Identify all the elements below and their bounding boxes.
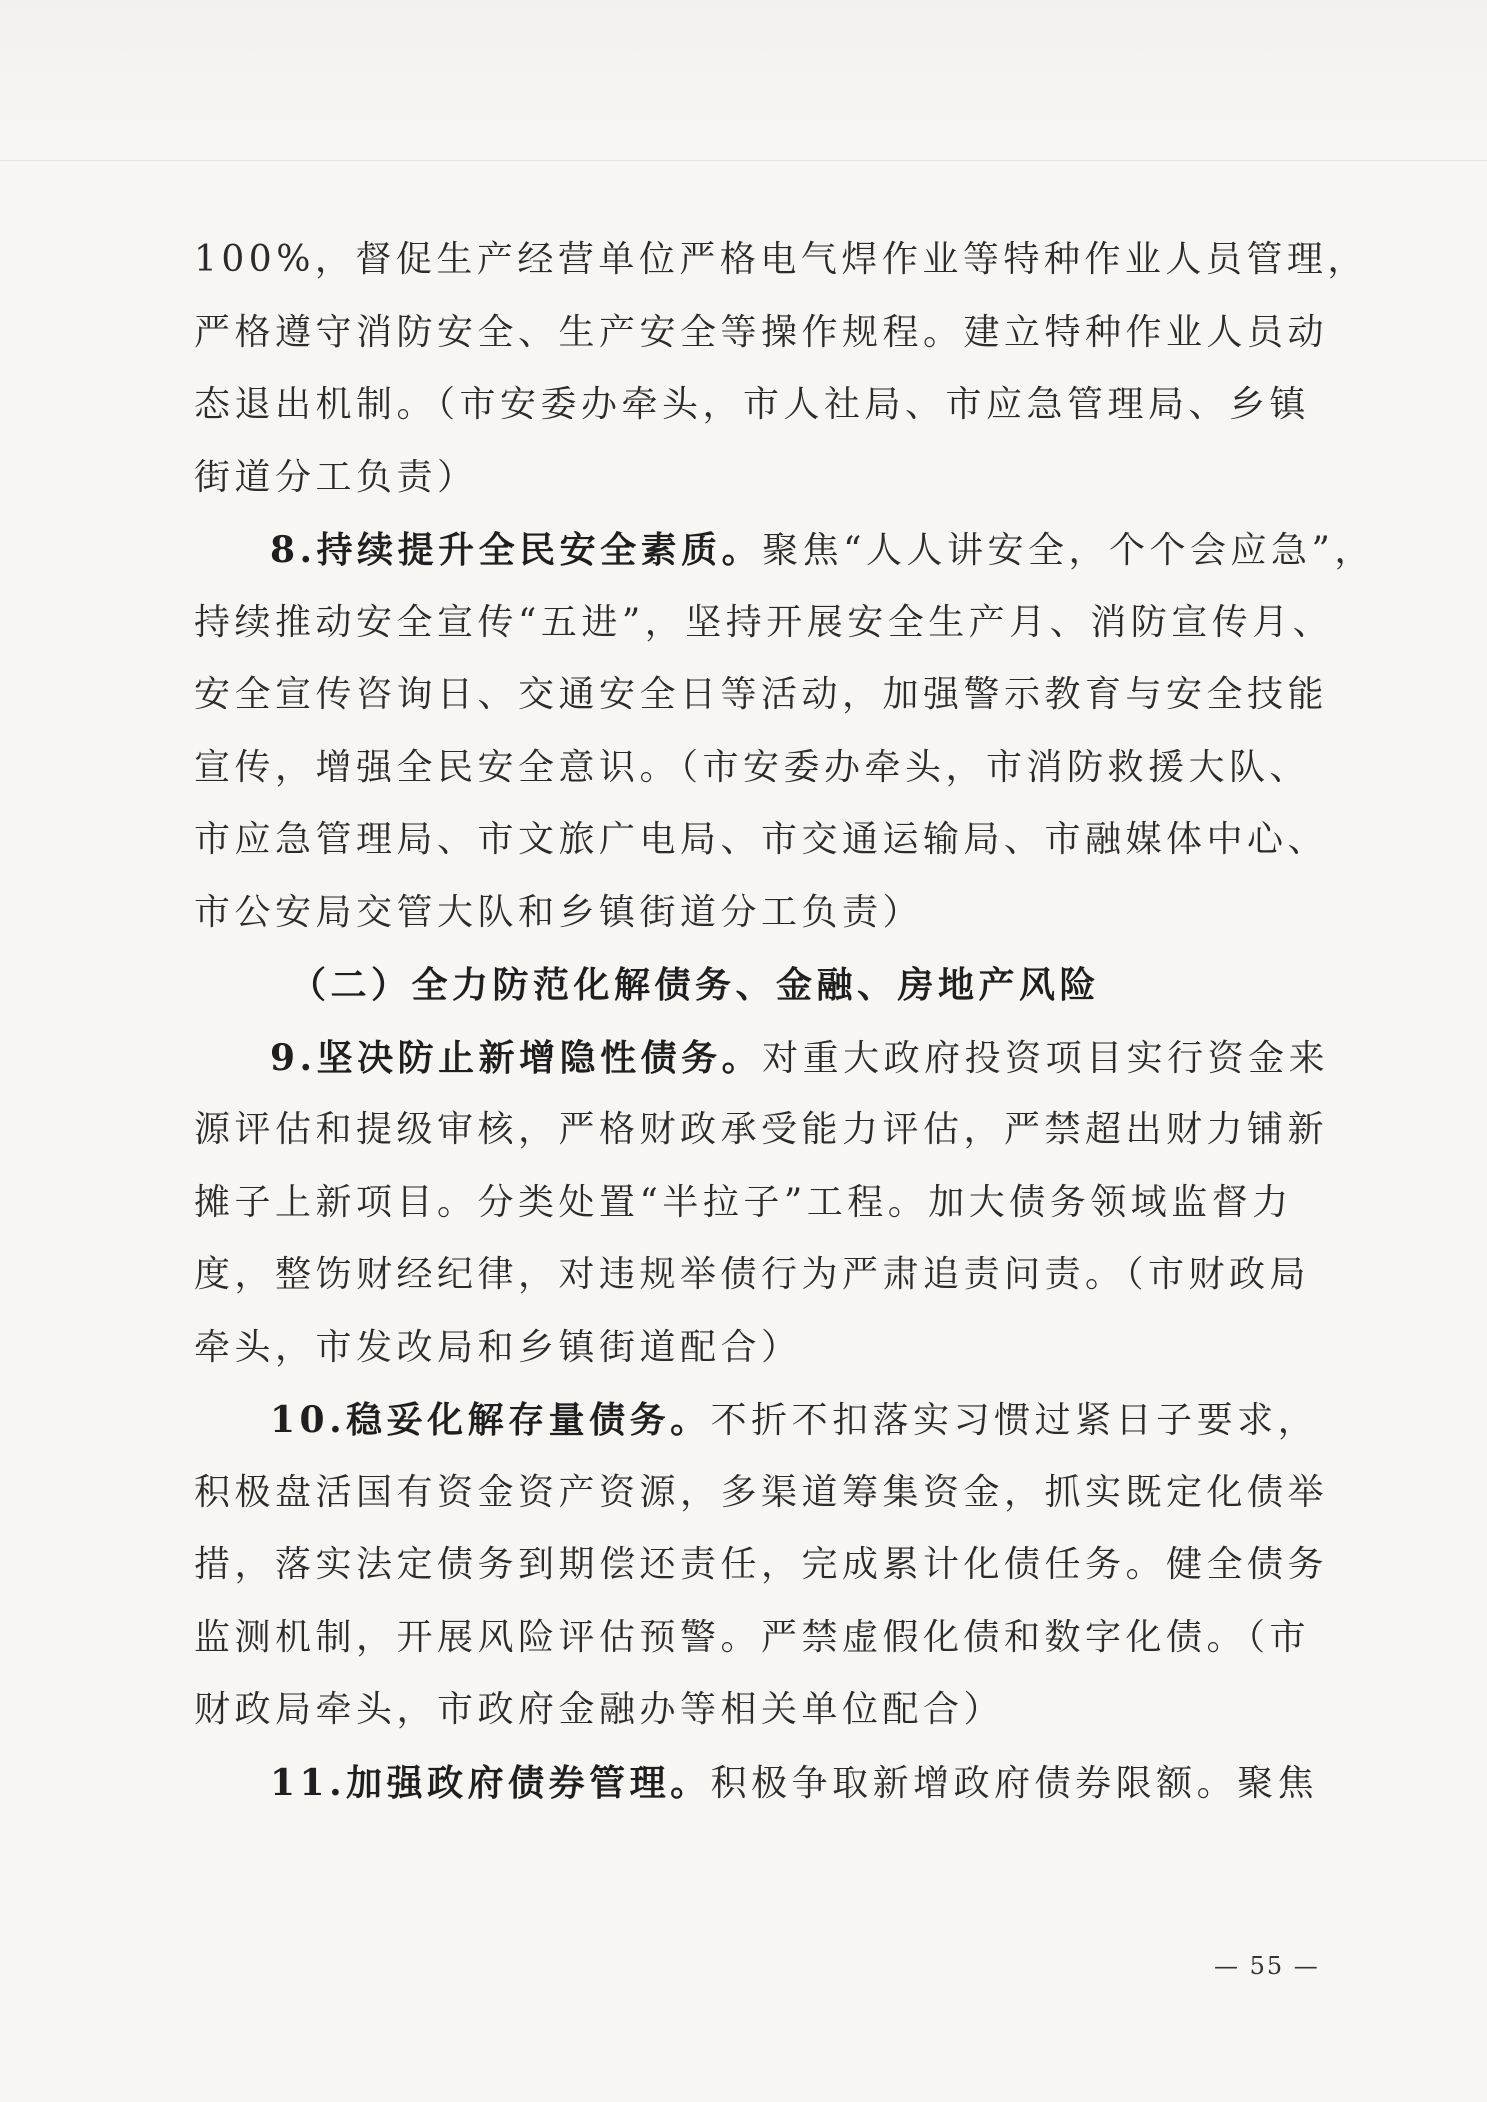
item-8-line [194, 514, 1375, 587]
item-8-text: 聚焦“人人讲安全，个个会应急”， [762, 530, 1375, 571]
scan-top-band [0, 0, 1487, 161]
paragraph-line: 市公安局交管大队和乡镇街道分工负责） [194, 891, 924, 933]
paragraph-line: 宣传，增强全民安全意识。（市安委办牵头，市消防救援大队、 [194, 746, 1311, 788]
paragraph-line: 牵头，市发改局和乡镇街道配合） [194, 1326, 802, 1368]
item-10-text: 不折不扣落实习惯过紧日子要求， [710, 1400, 1319, 1441]
paragraph-line: 安全宣传咨询日、交通安全日等活动，加强警示教育与安全技能 [194, 674, 1329, 715]
paragraph-line: 措，落实法定债务到期偿还责任，完成累计化债任务。健全债务 [194, 1544, 1329, 1585]
item-11-text: 积极争取新增政府债券限额。聚焦 [710, 1762, 1319, 1804]
paragraph-line: 摊子上新项目。分类处置“半拉子”工程。加大债务领域监督力 [194, 1181, 1293, 1223]
item-8-title: 8.持续提升全民安全素质。 [270, 529, 763, 571]
paragraph-line: 100%，督促生产经营单位严格电气焊作业等特种作业人员管理， [194, 239, 1368, 280]
section-heading: （二）全力防范化解债务、金融、房地产风险 [290, 964, 1101, 1006]
paragraph-line: 监测机制，开展风险评估预警。严禁虚假化债和数字化债。（市 [194, 1616, 1311, 1658]
item-11-line [194, 1747, 1319, 1820]
paragraph-line: 街道分工负责） [194, 456, 478, 498]
item-10-title: 10.稳妥化解存量债务。 [270, 1399, 711, 1441]
paragraph-line: 市应急管理局、市文旅广电局、市交通运输局、市融媒体中心、 [194, 819, 1329, 860]
paragraph-line: 度，整饬财经纪律，对违规举债行为严肃追责问责。（市财政局 [194, 1254, 1311, 1295]
item-9-title: 9.坚决防止新增隐性债务。 [270, 1036, 763, 1079]
paragraph-line: 源评估和提级审核，严格财政承受能力评估，严禁超出财力铺新 [194, 1109, 1329, 1150]
item-9-line [194, 1022, 1330, 1095]
document-body [194, 224, 1375, 1819]
item-11-title: 11.加强政府债券管理。 [270, 1761, 711, 1804]
paragraph-line: 严格遵守消防安全、生产安全等操作规程。建立特种作业人员动 [194, 311, 1329, 353]
paragraph-line: 持续推动安全宣传“五进”，坚持开展安全生产月、消防宣传月、 [194, 601, 1334, 643]
item-10-line [194, 1384, 1319, 1457]
paragraph-line: 积极盘活国有资金资产资源，多渠道筹集资金，抓实既定化债举 [194, 1471, 1329, 1513]
paragraph-line: 态退出机制。（市安委办牵头，市人社局、市应急管理局、乡镇 [194, 384, 1311, 425]
page-number: — 55 — [1214, 1952, 1320, 1980]
item-9-text: 对重大政府投资项目实行资金来 [762, 1037, 1330, 1079]
paragraph-line: 财政局牵头，市政府金融办等相关单位配合） [194, 1689, 1005, 1730]
